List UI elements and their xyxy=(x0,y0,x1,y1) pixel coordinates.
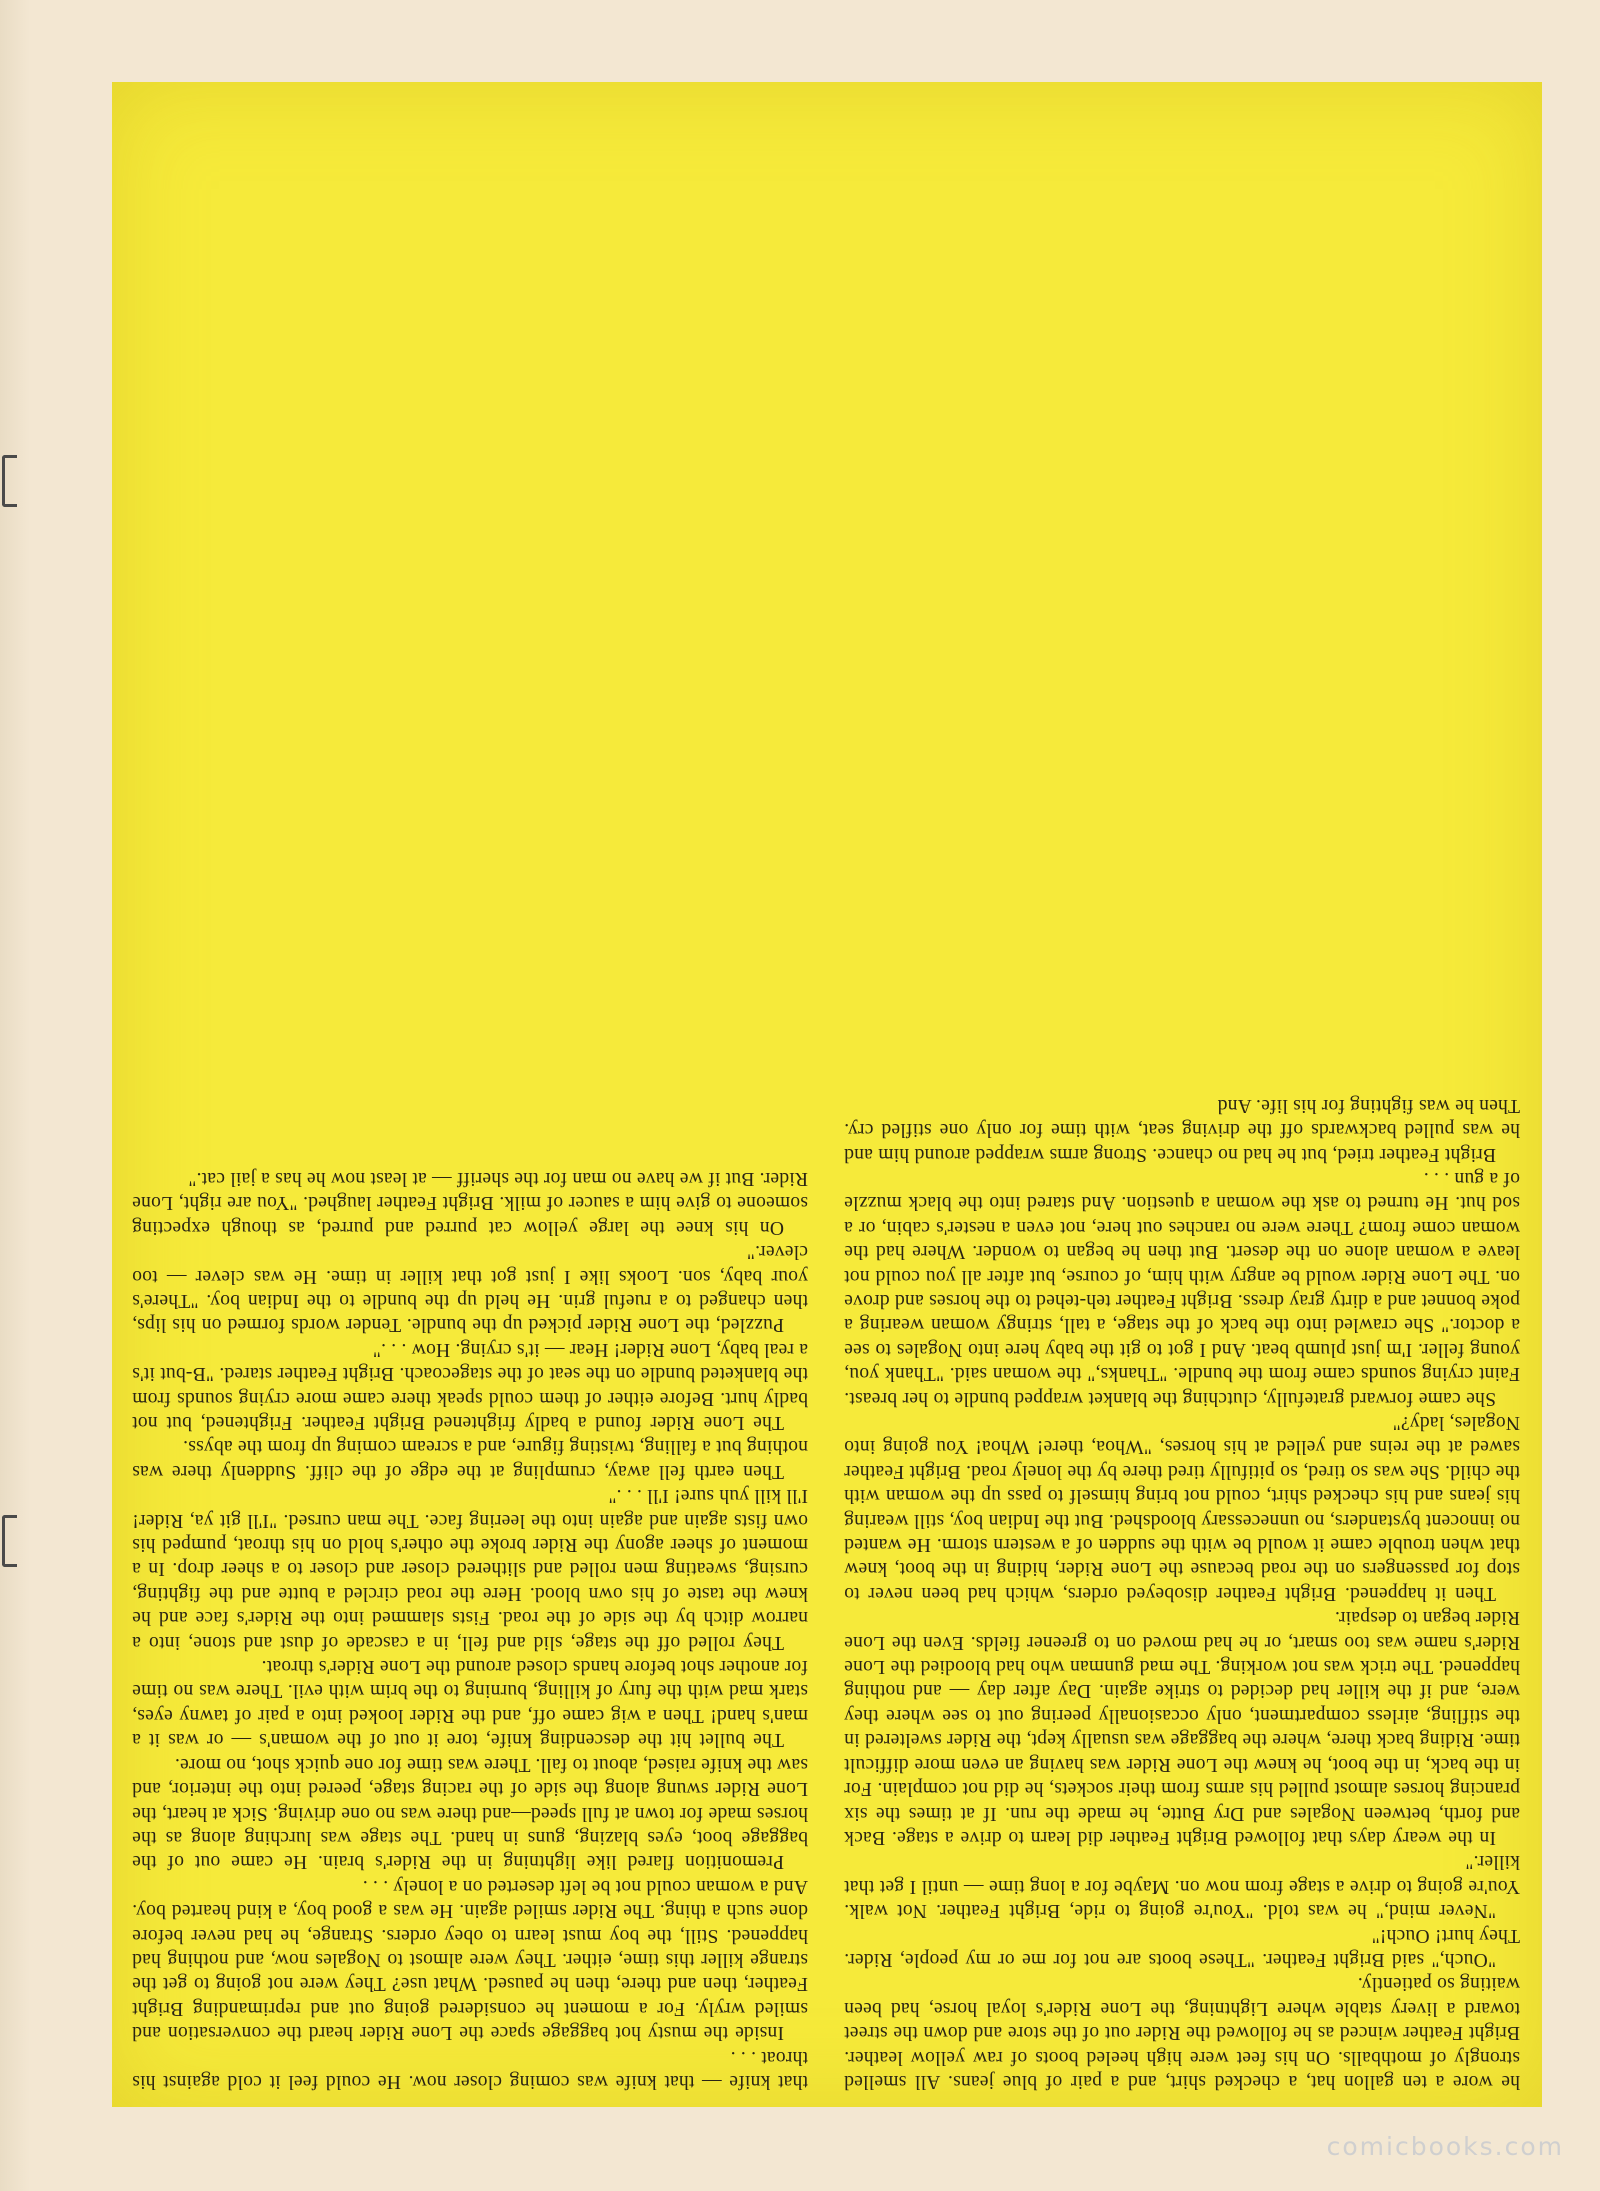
paragraph: In the weary days that followed Bright Feather did learn to drive a stage. Back and forth, between Nogales and Dry Butte, he made the run. If at times the six prancing horses almost pulled his arms from their sockets, he did not complain. For in the back, in the boot, he knew the Lone Rider was having an even more difficult time. Riding back there, where the baggage was usually kept, the Rider sweltered in the stifling, airless compartment, only occasionally peering out to see where they were, and if the killer had decided to strike again. Day after day — and nothing happened. The trick was not working. The mad gunman who had bloodied the Lone Rider's name was too smart, or he had moved on to greener fields. Even the Lone Rider began to despair. xyxy=(844,1607,1520,1848)
staple xyxy=(2,455,17,507)
upside-down-text-block xyxy=(112,82,1542,2107)
staple xyxy=(2,1515,17,1567)
paragraph: Puzzled, the Lone Rider picked up the bundle. Tender words formed on his lips, then changed to a rueful grin. He held up the bundle to the Indian boy. "There's your baby, son. Looks like I just got that killer in time. He was clever — too clever." xyxy=(132,1241,808,1336)
paragraph: Bright Feather tried, but he had no chance. Strong arms wrapped around him and he was pulled backwards off the driving seat, with time for only one stifled cry. Then he was fighting for his life. And xyxy=(844,1094,1520,1165)
paragraph: They rolled off the stage, slid and fell, in a cascade of dust and stone, into a narrow ditch by the side of the road. Fists slammed into the Rider's face and he knew the taste of his own blood. Here the road circled a butte and the fighting, cursing, sweating men rolled and slithered closer and closer to a sheer drop. In a moment of sheer agony the Rider broke the other's hold on his throat, pumped his own fists again and again into the leering face. The man cursed. "I'll git ya, Rider! I'll kill yuh sure! I'll . . ." xyxy=(132,1485,808,1653)
paragraph: The Lone Rider found a badly frightened Bright Feather. Frightened, but not badly hurt. Before either of them could speak there came more crying sounds from the blanketed bundle on the seat of the stagecoach. Bright Feather stared. "B-but it's a real baby, Lone Rider! Hear — it's crying. How . . ." xyxy=(132,1338,808,1434)
paragraph: Premonition flared like lightning in the Rider's brain. He came out of the baggage boot, eyes blazing, guns in hand. The stage was lurching along as the horses made for town at full speed—and there was no one driving. Sick at heart, the Lone Rider swung along the side of the racing stage, peered into the interior, and saw the knife raised, about to fall. There was time for one quick shot, no more. xyxy=(132,1753,808,1873)
paragraph: Inside the musty hot baggage space the Lone Rider heard the conversation and smiled wryly. For a moment he considered going out and reprimanding Bright Feather, then and there, then he paused. What use? They were not going to get the strange killer this time, either. They were almost to Nogales now, and nothing had happened. Still, the boy must learn to obey orders. Strange, he had never before done such a thing. The Rider smiled again. He was a good boy, a kind hearted boy. And a woman could not be left deserted on a lonely . . . xyxy=(132,1875,808,2044)
paragraph: She came forward gratefully, clutching the blanket wrapped bundle to her breast. Faint crying sounds came from the bundle. "Thanks," the woman said. "Thank you, young feller. I'm just plumb beat. And I got to git the baby here into Nogales to see a doctor." She crawled into the back of the stage, a tall, stringy woman wearing a poke bonnet and a dirty gray dress. Bright Feather teh-tehed to the horses and drove on. The Lone Rider would be angry with him, of course, but after all you could not leave a woman alone on the desert. But then he began to wonder. Where had the woman come from? There were no ranches out here, not even a nester's cabin, or a sod hut. He turned to ask the woman a question. And stared into the black muzzle of a gun . . . xyxy=(844,1167,1520,1409)
paragraph: that knife — that knife was coming closer now. He could feel it cold against his throat . . . xyxy=(132,2046,808,2092)
paragraph: "Never mind," he was told. "You're going to ride, Bright Feather. Not walk. You're going to drive a stage from now on. Maybe for a long time — until I get that killer." xyxy=(844,1851,1520,1922)
site-watermark: comicbooks.com xyxy=(1326,2132,1564,2161)
paragraph: The bullet hit the descending knife, tore it out of the woman's — or was it a man's hand! Then a wig came off, and the Rider looked into a pair of tawny eyes, stark mad with the fury of killing, burning to the brim with evil. There was no time for another shot before hands closed around the Lone Rider's throat. xyxy=(132,1656,808,1751)
paragraph: Then earth fell away, crumpling at the edge of the cliff. Suddenly there was nothing but a falling, twisting figure, and a scream coming up from the abyss. xyxy=(132,1436,808,1482)
text-column-two xyxy=(132,98,808,2093)
paragraph: he wore a ten gallon hat, a checked shirt, and a pair of blue jeans. All smelled strongly of mothballs. On his feet were high heeled boots of raw yellow leather. Bright Feather winced as he followed the Rider out of the store and down the street toward a livery stable where Lightning, the Lone Rider's loyal horse, had been waiting so patiently. xyxy=(844,1973,1520,2092)
paragraph: Then it happened. Bright Feather disobeyed orders, which had been never to stop for passengers on the road because the Lone Rider, hiding in the boot, knew that when trouble came it would be with the sudden of a western storm. He wanted no innocent bystanders, no unnecessary bloodshed. But the Indian boy, still wearing his jeans and his checked shirt, could not bring himself to pass up the woman with the child. She was so tired, so pitifully tired there by the lonely road. Bright Feather sawed at the reins and yelled at his horses, "Whoa, there! Whoa! You going into Nogales, lady?" xyxy=(844,1412,1520,1604)
paragraph: On his knee the large yellow cat purred and purred, as though expecting someone to give him a saucer of milk. Bright Feather laughed. "You are right, Lone Rider. But if we have no man for the sheriff — at least now he has a jail cat." xyxy=(132,1167,808,1238)
text-page xyxy=(112,82,1542,2107)
paragraph: "Ouch," said Bright Feather. "These boots are not for me or my people, Rider. They hurt! Ouch!" xyxy=(844,1924,1520,1970)
page-edge xyxy=(0,0,30,2191)
text-column-one xyxy=(844,98,1520,2093)
